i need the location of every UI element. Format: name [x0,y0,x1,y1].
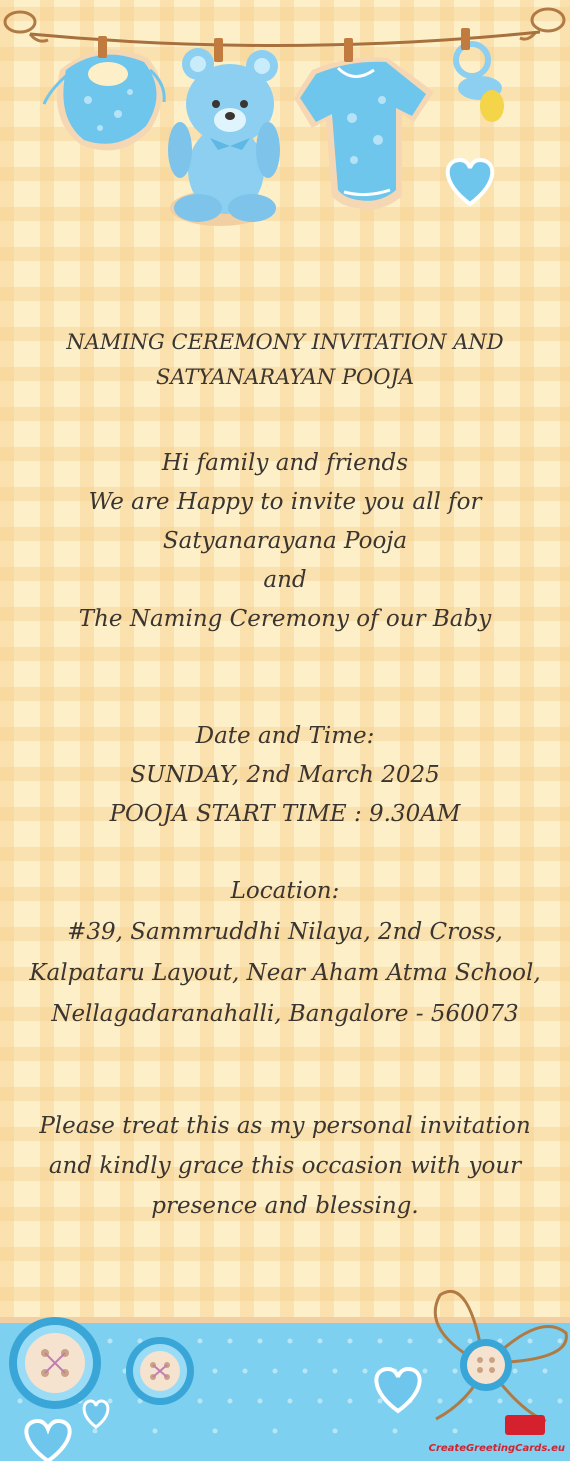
clothes-peg-icon [98,36,107,58]
date-value: SUNDAY, 2nd March 2025 [130,762,440,788]
bottom-decoration [0,1271,570,1461]
clothes-peg-icon [344,38,353,62]
address-line: Nellagadaranahalli, Bangalore - 560073 [51,1001,519,1027]
clothesline-decoration [0,0,570,245]
address-line: Kalpataru Layout, Near Aham Atma School, [29,960,541,986]
closing-text: Please treat this as my personal invitation [39,1113,531,1139]
date-time-block [20,717,550,834]
title-line: SATYANARAYAN POOJA [155,365,415,389]
closing-text: presence and blessing. [151,1193,419,1219]
onesie-icon [294,57,434,209]
invitation-title [20,325,550,395]
title-line: NAMING CEREMONY INVITATION AND [66,330,504,354]
intro-text: We are Happy to invite you all for [88,489,482,515]
pooja-time: POOJA START TIME : 9.30AM [109,801,461,827]
clothes-peg-icon [214,38,223,62]
greeting-block [20,444,550,639]
pacifier-icon [456,44,504,122]
clothes-peg-icon [461,28,470,50]
closing-text: and kindly grace this occasion with your [48,1153,522,1179]
location-label: Location: [230,878,340,904]
intro-text: The Naming Ceremony of our Baby [78,606,492,632]
intro-text: Satyanarayana Pooja [162,528,408,554]
greeting-text: Hi family and friends [161,450,409,476]
heart-icon [448,160,493,204]
button-icon [9,1317,101,1409]
location-block [20,871,550,1035]
intro-text: and [263,567,307,593]
twine-loop-left-icon [5,12,48,41]
button-icon [126,1337,194,1405]
brand-watermark: CreateGreetingCards.eu [428,1443,565,1454]
button-icon [460,1339,512,1391]
address-line: #39, Sammruddhi Nilaya, 2nd Cross, [67,919,503,945]
date-label: Date and Time: [195,723,375,749]
teddy-bear-icon [168,48,280,226]
closing-block [20,1106,550,1226]
bib-icon [44,49,164,150]
